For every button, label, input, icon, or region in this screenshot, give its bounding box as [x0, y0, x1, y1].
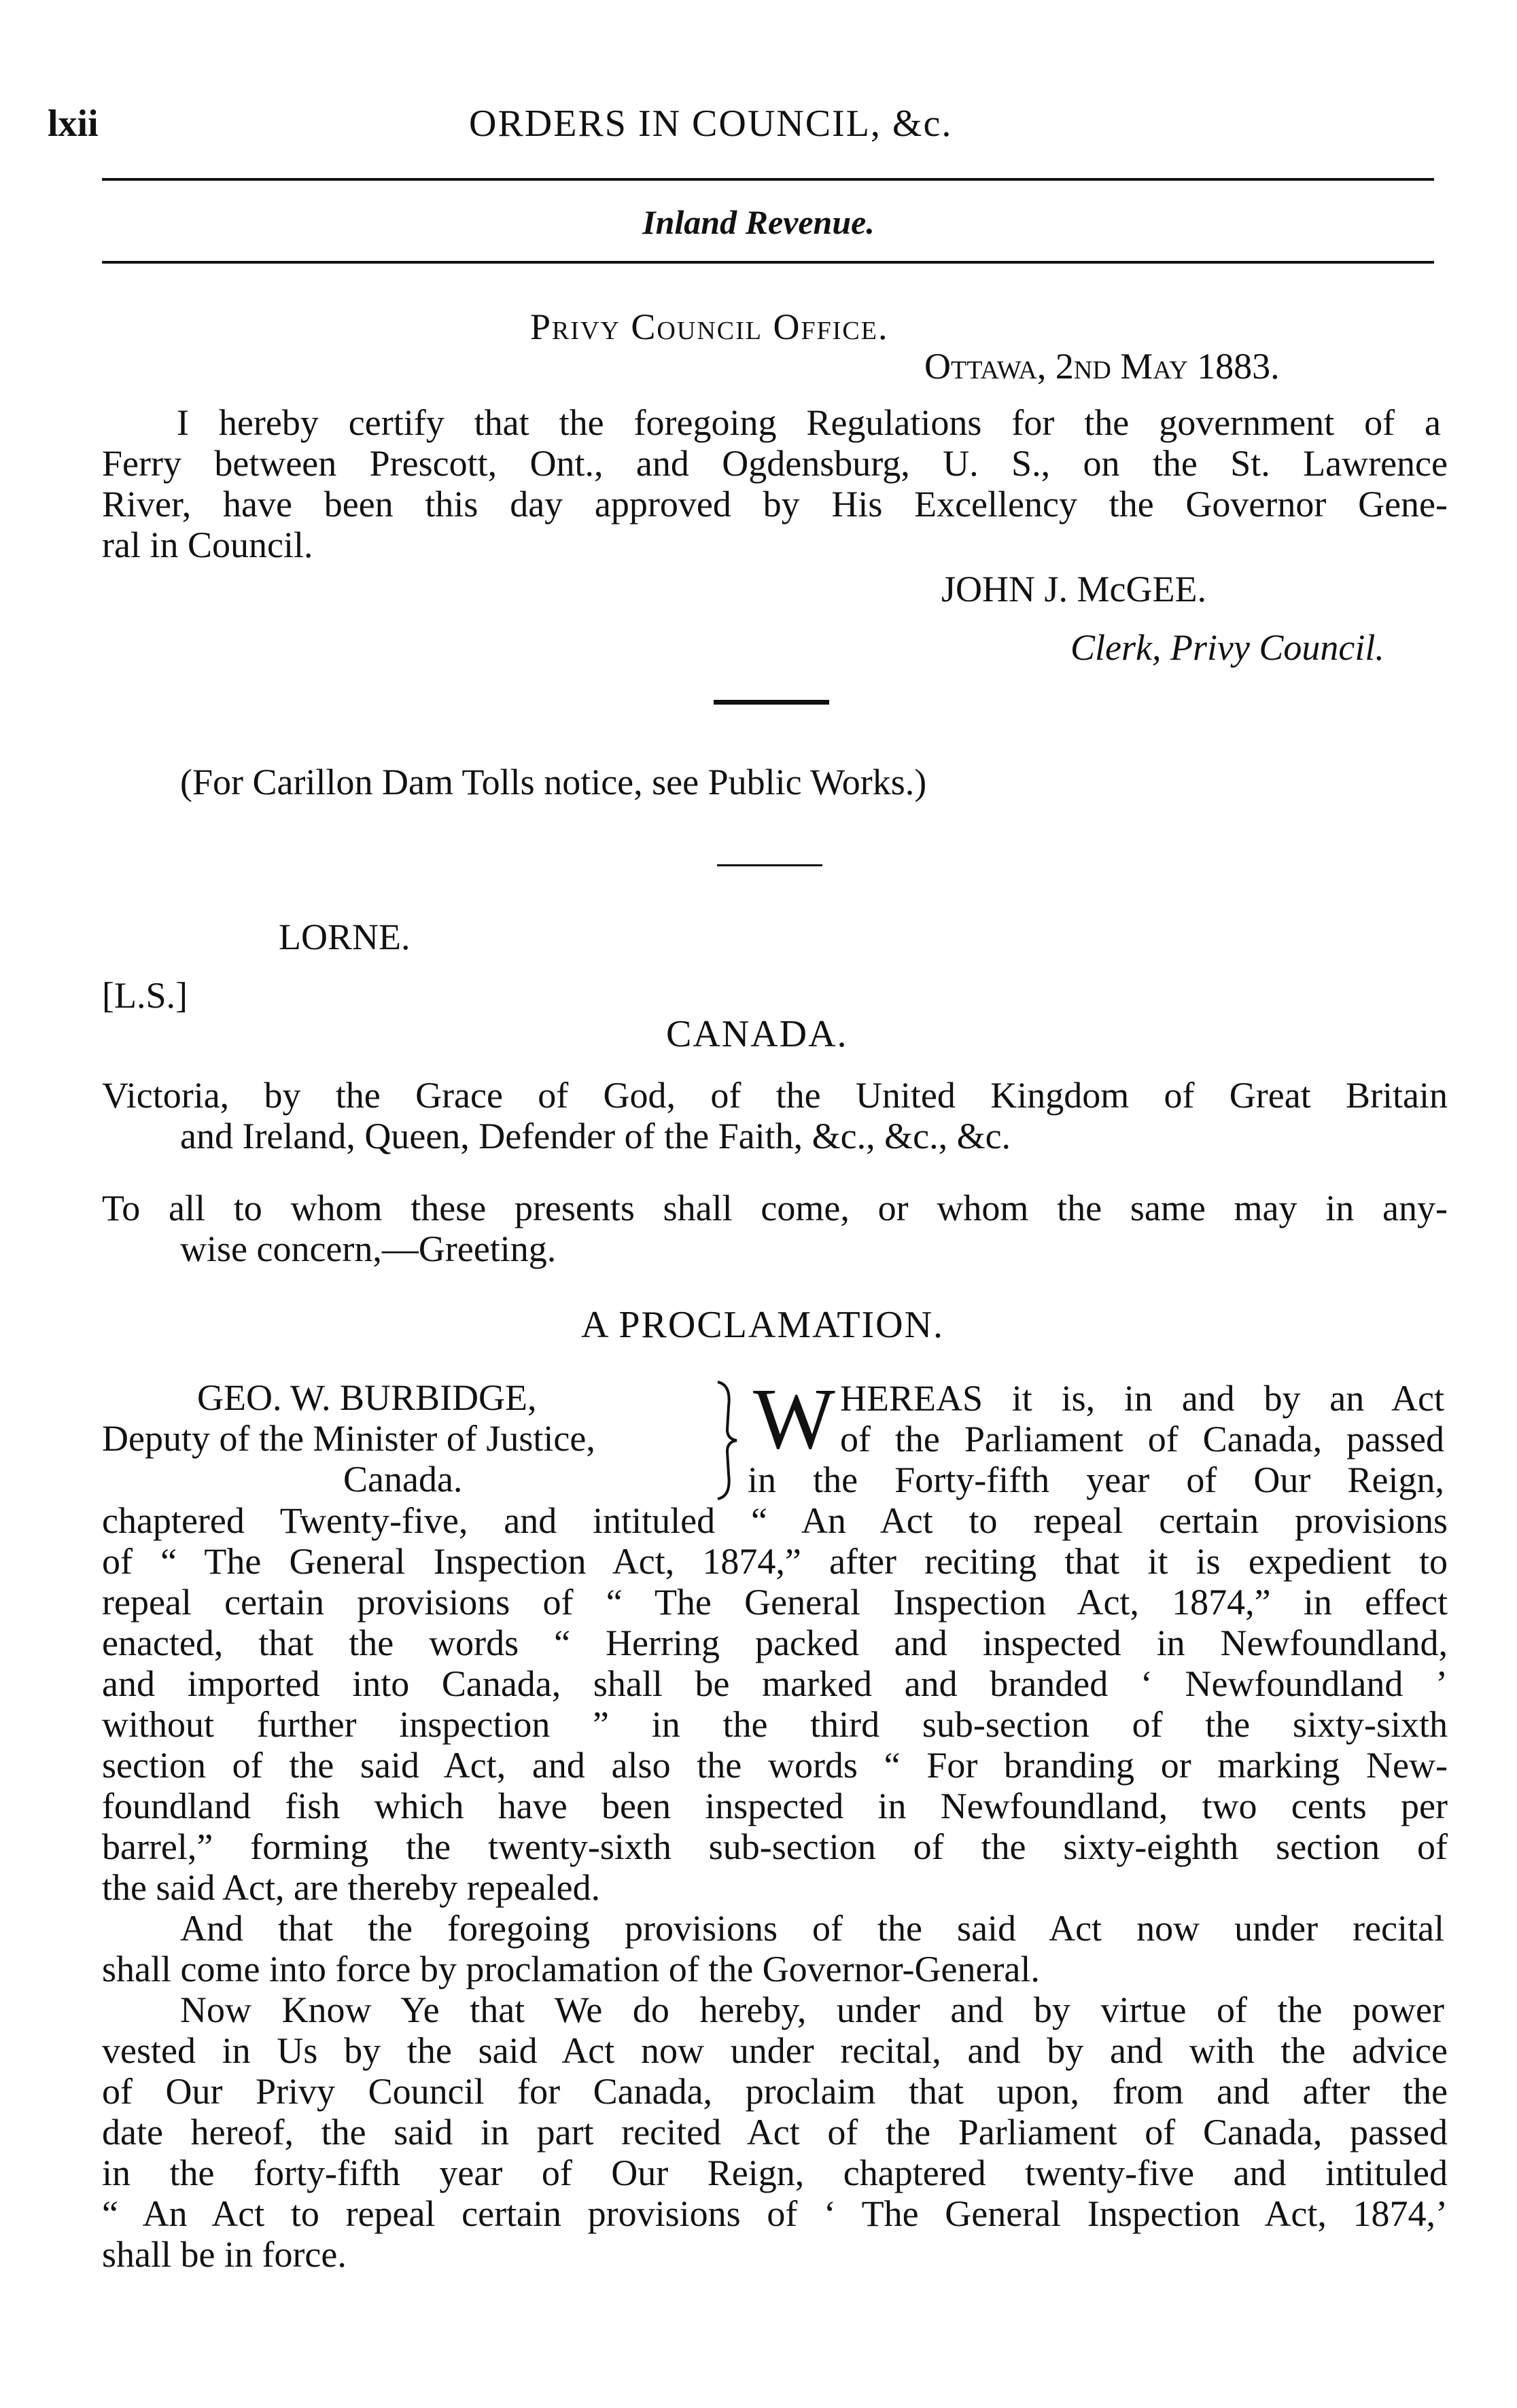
recital-line: repeal certain provisions of “ The General Inspection Act, 1874,” in effect [102, 1582, 1448, 1623]
notice-body-line: River, have been this day approved by His Excellency the Governor Gene- [102, 484, 1448, 525]
paragraph-2-line: And that the foregoing provisions of the said Act now under recital [180, 1908, 1444, 1949]
header-rule-bottom [102, 261, 1434, 264]
whereas-line: in the Forty-fifth year of Our Reign, [748, 1459, 1444, 1500]
paragraph-3-line: Now Know Ye that We do hereby, under and by virtue of the power [180, 1989, 1444, 2030]
attestation-name: GEO. W. BURBIDGE, [197, 1377, 537, 1418]
running-title: ORDERS IN COUNCIL, &c. [469, 103, 953, 145]
paragraph-3-line: vested in Us by the said Act now under recital, and by and with the advice [102, 2030, 1448, 2071]
recital-line: barrel,” forming the twenty-sixth sub-section of the sixty-eighth section of [102, 1826, 1448, 1867]
section-title: Inland Revenue. [642, 203, 875, 241]
paragraph-3-line: shall be in force. [102, 2234, 347, 2275]
address-line: To all to whom these presents shall come, or whom the same may in any- [102, 1188, 1448, 1228]
address-line: wise concern,—Greeting. [180, 1228, 557, 1269]
place-date: Ottawa, 2nd May 1883. [924, 346, 1280, 387]
recital-line: without further inspection ” in the third sub-section of the sixty-sixth [102, 1704, 1448, 1745]
recital-line: foundland fish which have been inspected in Newfoundland, two cents per [102, 1786, 1448, 1826]
paragraph-2-line: shall come into force by proclamation of the Governor-General. [102, 1949, 1040, 1989]
recital-line: chaptered Twenty-five, and intituled “ An Act to repeal certain provisions [102, 1500, 1448, 1541]
signature: JOHN J. McGEE. [941, 569, 1206, 609]
royal-style-line: Victoria, by the Grace of God, of the United Kingdom of Great Britain [102, 1075, 1448, 1116]
signature-title: Clerk, Privy Council. [1070, 627, 1384, 668]
header-rule-top [102, 178, 1434, 181]
recital-line: of “ The General Inspection Act, 1874,” after reciting that it is expedient to [102, 1541, 1448, 1582]
section-divider [714, 700, 829, 705]
recital-line: section of the said Act, and also the words “ For branding or marking New- [102, 1745, 1448, 1786]
section-divider-2 [717, 864, 822, 866]
whereas-line: HEREAS it is, in and by an Act [840, 1378, 1444, 1419]
country-heading: CANADA. [666, 1013, 848, 1055]
drop-cap-w: W [753, 1370, 835, 1467]
page-number: lxii [48, 103, 99, 145]
notice-body-line: ral in Council. [102, 525, 313, 565]
recital-line: the said Act, are thereby repealed. [102, 1867, 601, 1908]
brace-icon [714, 1379, 741, 1502]
paragraph-3-line: in the forty-fifth year of Our Reign, chaptered twenty-five and intituled [102, 2153, 1448, 2193]
whereas-line: of the Parliament of Canada, passed [840, 1419, 1444, 1459]
attestation-place: Canada. [343, 1459, 463, 1500]
royal-style-line: and Ireland, Queen, Defender of the Faith, &c., &c., &c. [180, 1116, 1011, 1156]
signer: LORNE. [279, 917, 411, 957]
crossref-note: (For Carillon Dam Tolls notice, see Public Works.) [180, 762, 927, 802]
recital-line: and imported into Canada, shall be marked and branded ‘ Newfoundland ’ [102, 1663, 1448, 1704]
proclamation-heading: A PROCLAMATION. [581, 1304, 945, 1346]
office-heading: Privy Council Office. [530, 306, 889, 347]
paragraph-3-line: of Our Privy Council for Canada, proclaim that upon, from and after the [102, 2071, 1448, 2112]
seal: [L.S.] [102, 975, 188, 1016]
recital-line: enacted, that the words “ Herring packed and inspected in Newfoundland, [102, 1623, 1448, 1663]
notice-body-line: Ferry between Prescott, Ont., and Ogdensburg, U. S., on the St. Lawrence [102, 443, 1448, 484]
notice-body-line: I hereby certify that the foregoing Regulations for the government of a [177, 402, 1441, 443]
paragraph-3-line: date hereof, the said in part recited Act of the Parliament of Canada, passed [102, 2112, 1448, 2153]
paragraph-3-line: “ An Act to repeal certain provisions of ‘ The General Inspection Act, 1874,’ [102, 2193, 1448, 2234]
attestation-title: Deputy of the Minister of Justice, [102, 1418, 595, 1459]
